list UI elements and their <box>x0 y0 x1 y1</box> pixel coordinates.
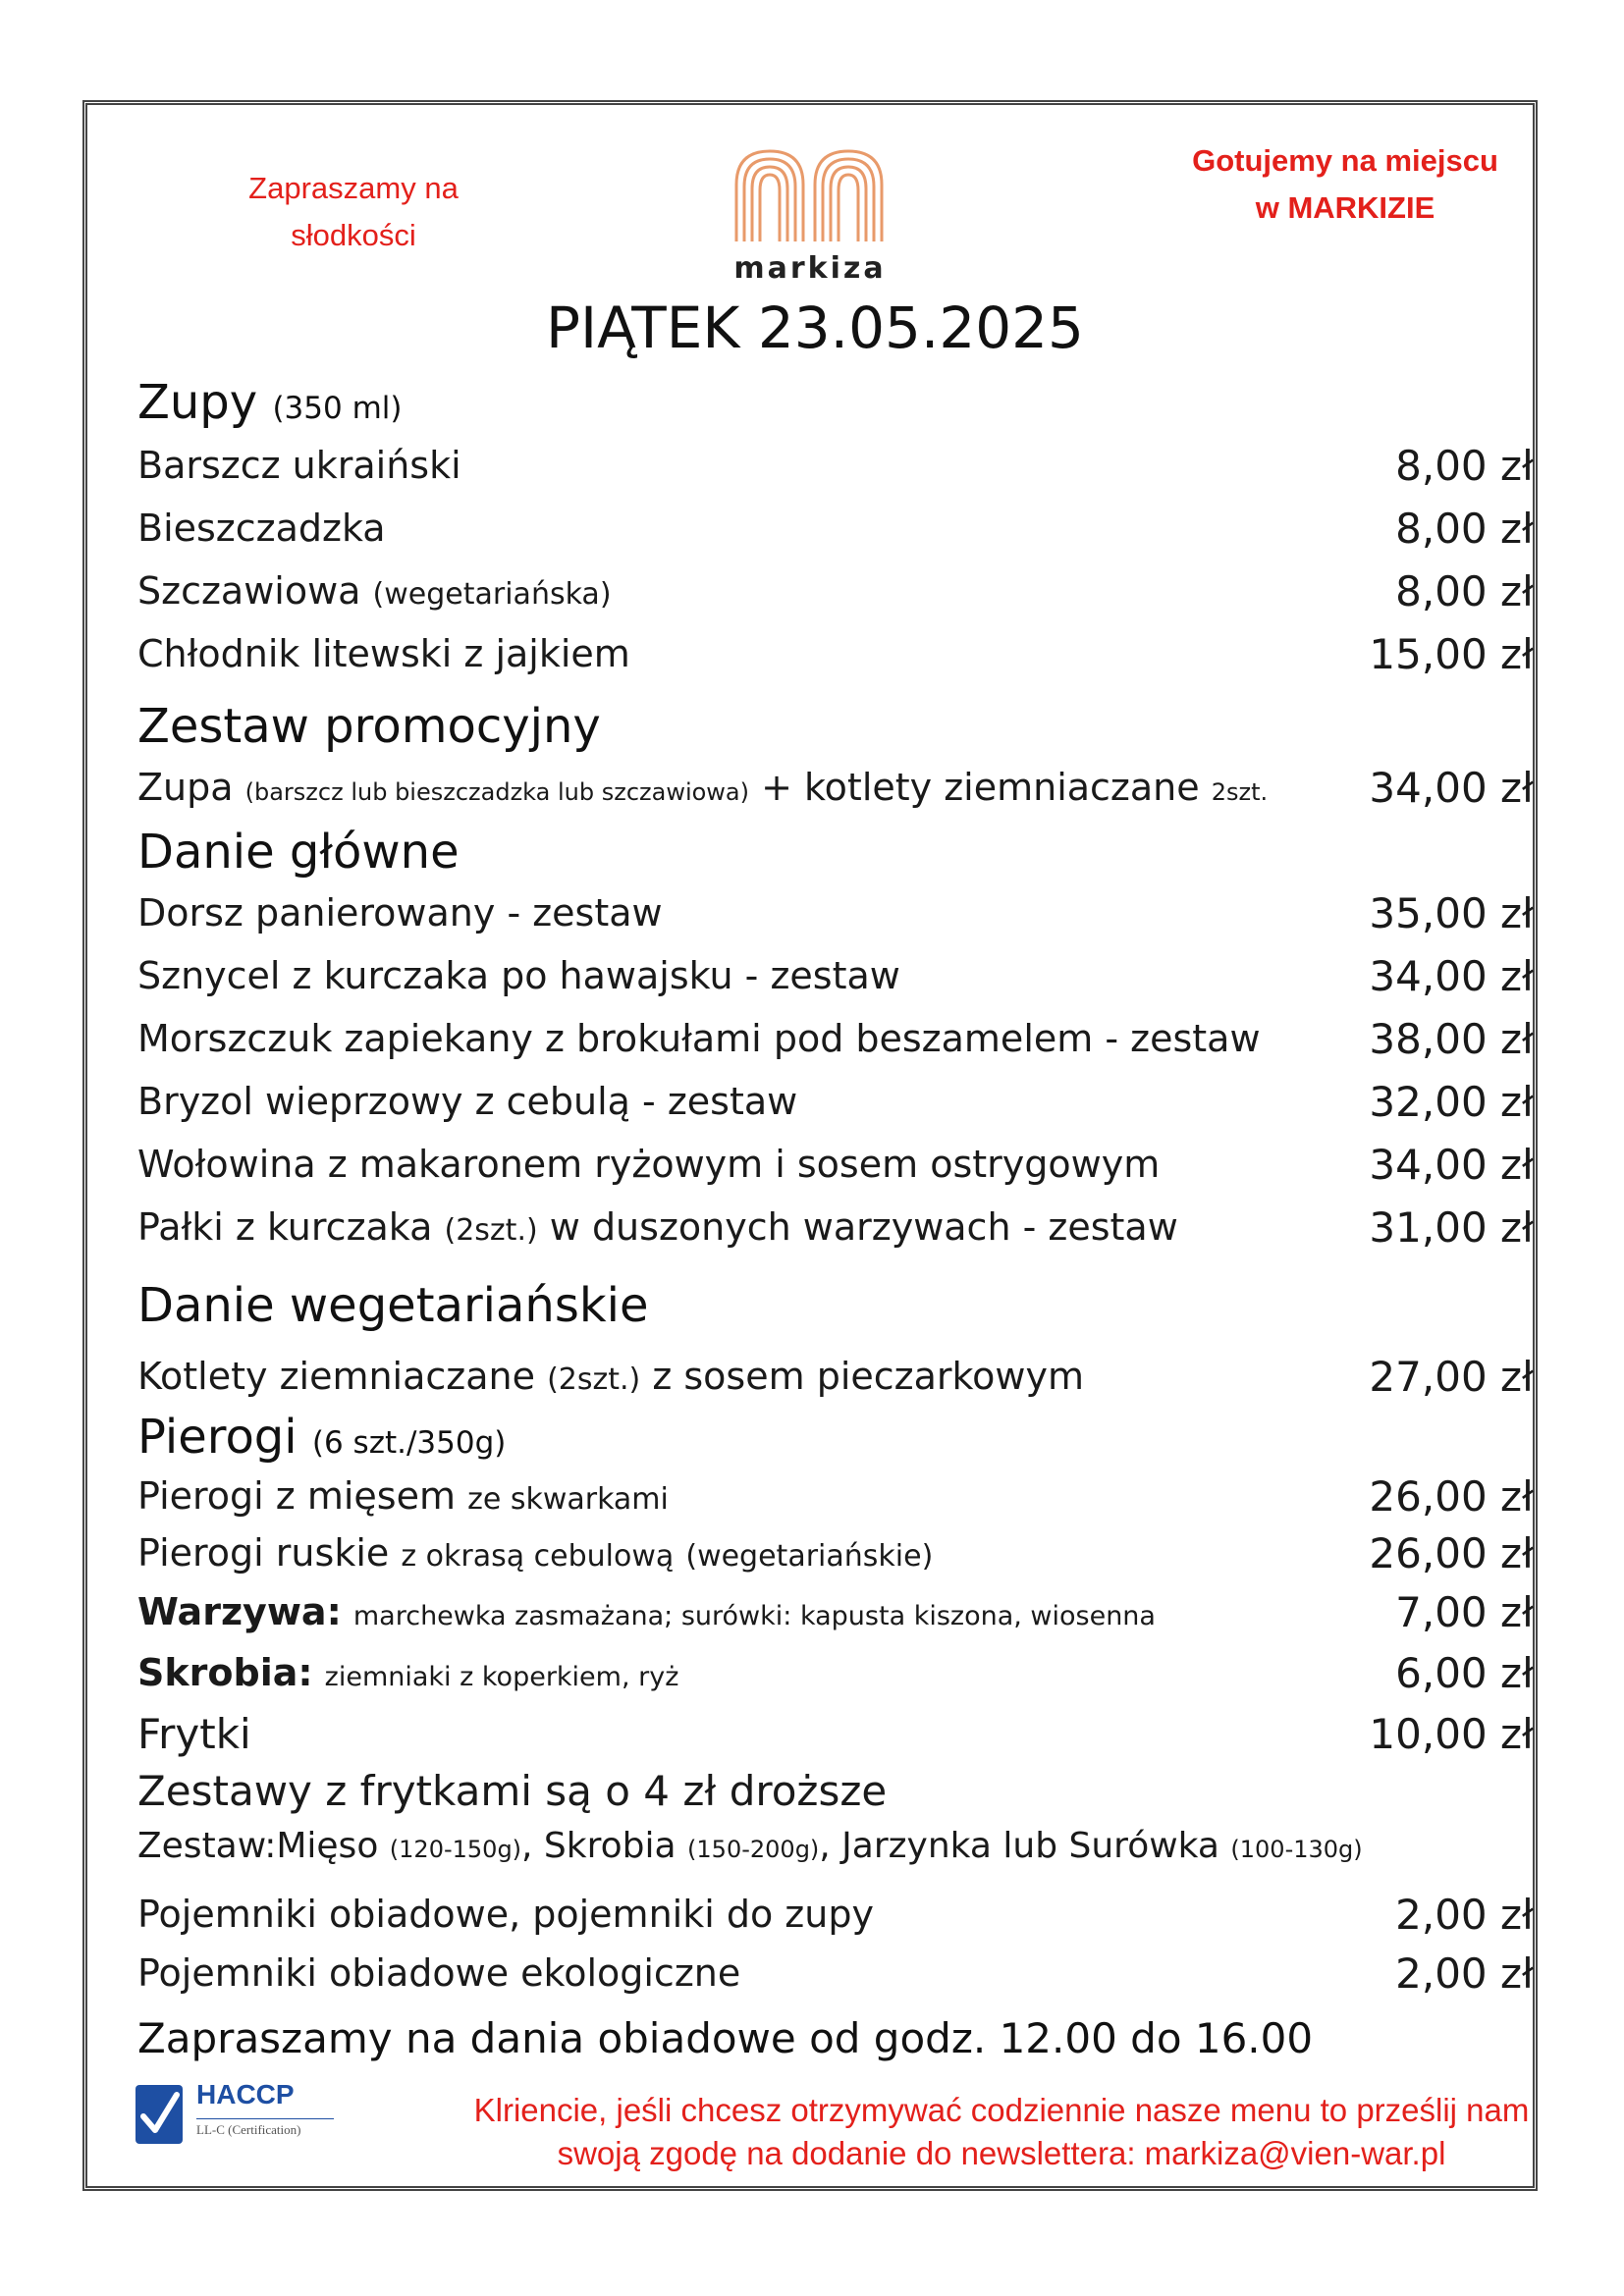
item-name: Dorsz panierowany - zestaw <box>137 891 663 934</box>
item-note: (2szt.) <box>547 1362 641 1397</box>
item-name: Frytki <box>137 1710 251 1758</box>
section-promo-title: Zestaw promocyjny <box>137 699 601 754</box>
item-name: Kotlety ziemniaczane <box>137 1355 535 1398</box>
price-pierogi-1: 26,00 zł <box>1369 1472 1534 1521</box>
item-note: (wegetariańska) <box>372 577 612 612</box>
item-note-2: (wegetariańskie) <box>685 1539 934 1574</box>
item-name: Bryzol wieprzowy z cebulą - zestaw <box>137 1080 798 1123</box>
item-name: Pojemniki obiadowe ekologiczne <box>137 1951 741 1995</box>
menu-item-soup-3 <box>137 569 612 613</box>
item-name: Szczawiowa <box>137 569 361 613</box>
item-note: (2szt.) <box>444 1213 538 1248</box>
cooking-note <box>1139 137 1551 232</box>
item-name: Zupa <box>137 766 234 809</box>
menu-item-promo <box>137 766 1268 809</box>
price-soup-3: 8,00 zł <box>1395 567 1534 615</box>
item-note-2: 2szt. <box>1211 778 1269 806</box>
menu-item-main-4 <box>137 1080 797 1123</box>
price-main-3: 38,00 zł <box>1369 1015 1534 1063</box>
item-name: Chłodnik litewski z jajkiem <box>137 632 630 675</box>
opening-hours: Zapraszamy na dania obiadowe od godz. 12.00 do 16.00 <box>137 2014 1314 2062</box>
section-vege <box>137 1278 649 1333</box>
price-main-4: 32,00 zł <box>1369 1078 1534 1126</box>
price-vege-1: 27,00 zł <box>1369 1353 1534 1401</box>
item-desc: ziemniaki z koperkiem, ryż <box>324 1662 679 1692</box>
item-label: Warzywa: <box>137 1590 342 1633</box>
set-part: , Skrobia <box>521 1826 677 1866</box>
item-name: Pierogi ruskie <box>137 1531 390 1575</box>
set-part: , Jarzynka lub Surówka <box>819 1826 1219 1866</box>
menu-item-main-2 <box>137 954 900 997</box>
item-name: Pałki z kurczaka <box>137 1205 433 1249</box>
item-name: Wołowina z makaronem ryżowym i sosem ostrygowym <box>137 1143 1161 1186</box>
section-pierogi <box>137 1410 506 1465</box>
sweets-note <box>196 165 511 259</box>
menu-item-soup-2 <box>137 507 386 550</box>
section-soups <box>137 375 402 430</box>
section-pierogi-note: (6 szt./350g) <box>311 1425 507 1461</box>
item-name: Bieszczadzka <box>137 507 386 550</box>
item-label: Skrobia: <box>137 1651 313 1694</box>
item-note: (barszcz lub bieszczadzka lub szczawiowa) <box>244 778 749 806</box>
price-main-5: 34,00 zł <box>1369 1141 1534 1189</box>
fries-note: Zestawy z frytkami są o 4 zł droższe <box>137 1767 888 1815</box>
price-main-1: 35,00 zł <box>1369 889 1534 937</box>
sweets-note-line-1: Zapraszamy na <box>248 171 459 205</box>
haccp-subtitle: LL-C (Certification) <box>196 2122 301 2137</box>
menu-item-main-3 <box>137 1017 1261 1060</box>
menu-item-fries <box>137 1710 251 1758</box>
item-name-2: + kotlety ziemniaczane <box>761 766 1200 809</box>
price-soup-4: 15,00 zł <box>1369 630 1534 678</box>
markiza-logo-icon <box>732 145 886 243</box>
newsletter-line-2: swoją zgodę na dodanie do newslettera: markiza@vien-war.pl <box>557 2135 1446 2171</box>
price-soup-1: 8,00 zł <box>1395 442 1534 490</box>
menu-item-main-1 <box>137 891 663 934</box>
cooking-note-line-2: w MARKIZIE <box>1255 190 1435 225</box>
set-note: (100-130g) <box>1230 1836 1363 1863</box>
set-note: (150-200g) <box>687 1836 820 1863</box>
sweets-note-line-2: słodkości <box>291 218 416 252</box>
price-pierogi-2: 26,00 zł <box>1369 1529 1534 1577</box>
haccp-title: HACCP <box>196 2079 295 2109</box>
price-fries: 10,00 zł <box>1369 1710 1534 1758</box>
menu-item-soup-1 <box>137 444 461 487</box>
price-promo: 34,00 zł <box>1369 764 1534 812</box>
menu-item-pierogi-1 <box>137 1474 669 1518</box>
menu-item-container-2 <box>137 1951 740 1995</box>
menu-item-container-1 <box>137 1893 874 1936</box>
menu-item-starch <box>137 1651 678 1694</box>
price-vegetables: 7,00 zł <box>1395 1588 1534 1636</box>
day-title: PIĄTEK 23.05.2025 <box>546 294 1084 361</box>
menu-item-main-6 <box>137 1205 1178 1249</box>
item-note: ze skwarkami <box>467 1482 669 1517</box>
price-soup-2: 8,00 zł <box>1395 505 1534 553</box>
set-description <box>137 1826 1363 1866</box>
price-main-2: 34,00 zł <box>1369 952 1534 1000</box>
section-soups-title: Zupy <box>137 375 258 430</box>
haccp-check-icon <box>134 2083 185 2146</box>
section-mains-title: Danie główne <box>137 825 460 880</box>
price-main-6: 31,00 zł <box>1369 1203 1534 1252</box>
price-container-2: 2,00 zł <box>1395 1949 1534 1998</box>
section-pierogi-title: Pierogi <box>137 1410 298 1465</box>
menu-item-main-5 <box>137 1143 1160 1186</box>
brand-name: markiza <box>733 251 887 286</box>
item-desc: marchewka zasmażana; surówki: kapusta kiszona, wiosenna <box>352 1601 1156 1631</box>
item-name-2: w duszonych warzywach - zestaw <box>549 1205 1178 1249</box>
haccp-badge <box>134 2079 340 2150</box>
menu-item-vegetables <box>137 1590 1156 1633</box>
price-container-1: 2,00 zł <box>1395 1891 1534 1939</box>
item-name: Pierogi z mięsem <box>137 1474 456 1518</box>
item-name-2: z sosem pieczarkowym <box>652 1355 1084 1398</box>
price-starch: 6,00 zł <box>1395 1649 1534 1697</box>
item-name: Barszcz ukraiński <box>137 444 461 487</box>
menu-item-pierogi-2 <box>137 1531 933 1575</box>
item-note: z okrasą cebulową <box>401 1539 675 1574</box>
item-name: Sznycel z kurczaka po hawajsku - zestaw <box>137 954 900 997</box>
menu-item-vege-1 <box>137 1355 1084 1398</box>
item-name: Morszczuk zapiekany z brokułami pod beszamelem - zestaw <box>137 1017 1261 1060</box>
newsletter-note <box>432 2089 1571 2175</box>
section-soups-note: (350 ml) <box>272 391 403 426</box>
section-mains <box>137 825 460 880</box>
item-name: Pojemniki obiadowe, pojemniki do zupy <box>137 1893 874 1936</box>
newsletter-line-1: Klriencie, jeśli chcesz otrzymywać codziennie nasze menu to prześlij nam <box>473 2092 1530 2128</box>
section-vege-title: Danie wegetariańskie <box>137 1278 649 1333</box>
cooking-note-line-1: Gotujemy na miejscu <box>1192 143 1498 178</box>
menu-item-soup-4 <box>137 632 630 675</box>
set-part: Zestaw:Mięso <box>137 1826 379 1866</box>
set-note: (120-150g) <box>389 1836 522 1863</box>
section-promo <box>137 699 601 754</box>
